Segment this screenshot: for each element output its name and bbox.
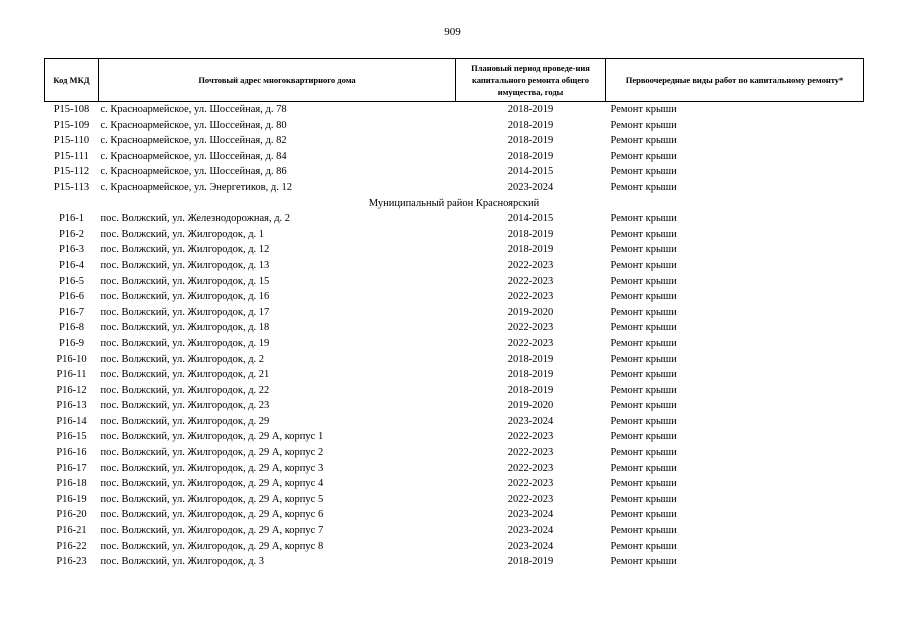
cell-work: Ремонт крыши bbox=[610, 181, 677, 193]
cell-address: пос. Волжский, ул. Жилгородок, д. 23 bbox=[100, 400, 270, 412]
table-row bbox=[45, 492, 864, 508]
cell-address: пос. Волжский, ул. Жилгородок, д. 29 А, корпус 7 bbox=[100, 525, 324, 537]
cell-work: Ремонт крыши bbox=[610, 150, 677, 162]
cell-address: пос. Волжский, ул. Жилгородок, д. 13 bbox=[100, 259, 270, 271]
cell-work: Ремонт крыши bbox=[610, 447, 677, 459]
cell-address: пос. Волжский, ул. Жилгородок, д. 2 bbox=[100, 353, 265, 365]
cell-code: Р15-110 bbox=[53, 135, 90, 147]
cell-work: Ремонт крыши bbox=[610, 556, 677, 568]
header-code: Код МКД bbox=[45, 59, 99, 102]
cell-period: 2018-2019 bbox=[507, 556, 554, 568]
cell-work: Ремонт крыши bbox=[610, 306, 677, 318]
cell-work: Ремонт крыши bbox=[610, 213, 677, 225]
table-row bbox=[45, 211, 864, 227]
cell-code: Р16-7 bbox=[58, 306, 85, 318]
table-row bbox=[45, 429, 864, 445]
cell-address: пос. Волжский, ул. Жилгородок, д. 22 bbox=[100, 384, 270, 396]
table-row bbox=[45, 289, 864, 305]
table-row bbox=[45, 367, 864, 383]
cell-code: Р16-23 bbox=[56, 556, 87, 568]
table-row bbox=[45, 352, 864, 368]
table-row bbox=[45, 305, 864, 321]
table-row bbox=[45, 445, 864, 461]
section-group bbox=[45, 196, 864, 212]
cell-address: пос. Волжский, ул. Жилгородок, д. 18 bbox=[100, 322, 270, 334]
cell-code: Р16-22 bbox=[56, 540, 87, 552]
table-row bbox=[45, 258, 864, 274]
cell-work: Ремонт крыши bbox=[610, 493, 677, 505]
cell-code: Р16-21 bbox=[56, 525, 87, 537]
header-works: Первоочередные виды работ по капитальному ремонту* bbox=[606, 59, 864, 102]
table-row bbox=[45, 227, 864, 243]
cell-work: Ремонт крыши bbox=[610, 291, 677, 303]
cell-code: Р16-13 bbox=[56, 400, 87, 412]
cell-code: Р16-5 bbox=[58, 275, 85, 287]
table-row bbox=[45, 118, 864, 134]
cell-code: Р16-14 bbox=[56, 415, 87, 427]
cell-period: 2023-2024 bbox=[507, 415, 554, 427]
cell-period: 2022-2023 bbox=[507, 447, 554, 459]
cell-period: 2022-2023 bbox=[507, 493, 554, 505]
cell-period: 2018-2019 bbox=[507, 150, 554, 162]
cell-period: 2023-2024 bbox=[507, 509, 554, 521]
cell-period: 2018-2019 bbox=[507, 369, 554, 381]
cell-period: 2018-2019 bbox=[507, 119, 554, 131]
cell-code: Р16-1 bbox=[58, 213, 85, 225]
cell-code: Р16-6 bbox=[58, 291, 85, 303]
cell-work: Ремонт крыши bbox=[610, 525, 677, 537]
cell-work: Ремонт крыши bbox=[610, 322, 677, 334]
header-period: Плановый период проведе-ния капитального ремонта общего имущества, годы bbox=[456, 59, 606, 102]
table-row bbox=[45, 336, 864, 352]
cell-code: Р16-10 bbox=[56, 353, 87, 365]
table-row bbox=[45, 383, 864, 399]
table-row bbox=[45, 398, 864, 414]
cell-period: 2022-2023 bbox=[507, 259, 554, 271]
table-row bbox=[45, 180, 864, 196]
cell-period: 2018-2019 bbox=[507, 244, 554, 256]
table-body-a bbox=[45, 102, 864, 196]
table-row bbox=[45, 164, 864, 180]
cell-address: пос. Волжский, ул. Жилгородок, д. 29 А, корпус 3 bbox=[100, 462, 324, 474]
cell-work: Ремонт крыши bbox=[610, 166, 677, 178]
cell-address: пос. Волжский, ул. Жилгородок, д. 29 А, корпус 2 bbox=[100, 447, 324, 459]
cell-period: 2019-2020 bbox=[507, 400, 554, 412]
cell-code: Р16-19 bbox=[56, 493, 87, 505]
table-row bbox=[45, 149, 864, 165]
cell-period: 2022-2023 bbox=[507, 275, 554, 287]
cell-address: с. Красноармейское, ул. Шоссейная, д. 84 bbox=[100, 150, 287, 162]
cell-code: Р16-8 bbox=[58, 322, 85, 334]
cell-address: пос. Волжский, ул. Жилгородок, д. 21 bbox=[100, 369, 270, 381]
cell-work: Ремонт крыши bbox=[610, 259, 677, 271]
cell-code: Р16-11 bbox=[56, 369, 87, 381]
cell-code: Р16-3 bbox=[58, 244, 85, 256]
cell-address: пос. Волжский, ул. Жилгородок, д. 17 bbox=[100, 306, 270, 318]
cell-code: Р15-109 bbox=[53, 119, 90, 131]
cell-work: Ремонт крыши bbox=[610, 104, 677, 115]
cell-period: 2022-2023 bbox=[507, 291, 554, 303]
cell-work: Ремонт крыши bbox=[610, 540, 677, 552]
cell-period: 2023-2024 bbox=[507, 181, 554, 193]
cell-period: 2023-2024 bbox=[507, 540, 554, 552]
cell-work: Ремонт крыши bbox=[610, 415, 677, 427]
cell-work: Ремонт крыши bbox=[610, 228, 677, 240]
cell-code: Р16-18 bbox=[56, 478, 87, 490]
cell-work: Ремонт крыши bbox=[610, 509, 677, 521]
cell-code: Р16-9 bbox=[58, 337, 85, 349]
cell-work: Ремонт крыши bbox=[610, 400, 677, 412]
cell-period: 2022-2023 bbox=[507, 462, 554, 474]
cell-code: Р16-2 bbox=[58, 228, 85, 240]
cell-address: пос. Волжский, ул. Жилгородок, д. 19 bbox=[100, 337, 270, 349]
table-body-b bbox=[45, 211, 864, 570]
capital-repair-table bbox=[44, 58, 864, 570]
cell-code: Р16-16 bbox=[56, 447, 87, 459]
cell-address: с. Красноармейское, ул. Энергетиков, д. 12 bbox=[100, 181, 292, 193]
section-title: Муниципальный район Красноярский bbox=[368, 197, 540, 209]
cell-code: Р16-17 bbox=[56, 462, 87, 474]
table-row bbox=[45, 523, 864, 539]
cell-address: пос. Волжский, ул. Железнодорожная, д. 2 bbox=[100, 213, 291, 225]
cell-address: с. Красноармейское, ул. Шоссейная, д. 86 bbox=[100, 166, 287, 178]
table-row bbox=[45, 461, 864, 477]
cell-address: пос. Волжский, ул. Жилгородок, д. 29 А, корпус 6 bbox=[100, 509, 324, 521]
cell-period: 2018-2019 bbox=[507, 384, 554, 396]
cell-period: 2014-2015 bbox=[507, 166, 554, 178]
cell-address: пос. Волжский, ул. Жилгородок, д. 12 bbox=[100, 244, 270, 256]
cell-period: 2014-2015 bbox=[507, 213, 554, 225]
cell-code: Р16-4 bbox=[58, 259, 85, 271]
cell-period: 2018-2019 bbox=[507, 353, 554, 365]
cell-address: с. Красноармейское, ул. Шоссейная, д. 78 bbox=[100, 104, 287, 115]
cell-address: пос. Волжский, ул. Жилгородок, д. 3 bbox=[100, 556, 265, 568]
table-row bbox=[45, 539, 864, 555]
cell-address: с. Красноармейское, ул. Шоссейная, д. 80 bbox=[100, 119, 287, 131]
cell-period: 2022-2023 bbox=[507, 322, 554, 334]
cell-address: пос. Волжский, ул. Жилгородок, д. 29 А, корпус 4 bbox=[100, 478, 324, 490]
cell-code: Р15-108 bbox=[53, 104, 90, 115]
cell-work: Ремонт крыши bbox=[610, 244, 677, 256]
cell-code: Р15-111 bbox=[54, 150, 89, 162]
cell-address: пос. Волжский, ул. Жилгородок, д. 29 А, корпус 1 bbox=[100, 431, 324, 443]
table-row bbox=[45, 476, 864, 492]
cell-address: пос. Волжский, ул. Жилгородок, д. 16 bbox=[100, 291, 270, 303]
cell-work: Ремонт крыши bbox=[610, 337, 677, 349]
section-row bbox=[45, 196, 864, 212]
table-row bbox=[45, 133, 864, 149]
cell-period: 2022-2023 bbox=[507, 337, 554, 349]
cell-work: Ремонт крыши bbox=[610, 119, 677, 131]
cell-period: 2022-2023 bbox=[507, 431, 554, 443]
cell-code: Р16-15 bbox=[56, 431, 87, 443]
cell-code: Р15-112 bbox=[53, 166, 90, 178]
cell-work: Ремонт крыши bbox=[610, 384, 677, 396]
cell-address: пос. Волжский, ул. Жилгородок, д. 29 А, корпус 5 bbox=[100, 493, 324, 505]
cell-address: пос. Волжский, ул. Жилгородок, д. 29 bbox=[100, 415, 270, 427]
table-row bbox=[45, 554, 864, 570]
table-row bbox=[45, 274, 864, 290]
cell-work: Ремонт крыши bbox=[610, 353, 677, 365]
cell-period: 2023-2024 bbox=[507, 525, 554, 537]
cell-period: 2018-2019 bbox=[507, 104, 554, 115]
cell-code: Р16-12 bbox=[56, 384, 87, 396]
cell-address: с. Красноармейское, ул. Шоссейная, д. 82 bbox=[100, 135, 287, 147]
cell-work: Ремонт крыши bbox=[610, 431, 677, 443]
table-row bbox=[45, 102, 864, 118]
cell-address: пос. Волжский, ул. Жилгородок, д. 15 bbox=[100, 275, 270, 287]
page-number: 909 bbox=[444, 26, 461, 38]
cell-code: Р15-113 bbox=[53, 181, 90, 193]
cell-period: 2018-2019 bbox=[507, 135, 554, 147]
table-row bbox=[45, 507, 864, 523]
cell-code: Р16-20 bbox=[56, 509, 87, 521]
cell-period: 2019-2020 bbox=[507, 306, 554, 318]
cell-period: 2022-2023 bbox=[507, 478, 554, 490]
table-row bbox=[45, 320, 864, 336]
table-row bbox=[45, 242, 864, 258]
cell-work: Ремонт крыши bbox=[610, 462, 677, 474]
cell-address: пос. Волжский, ул. Жилгородок, д. 29 А, корпус 8 bbox=[100, 540, 324, 552]
table-header bbox=[45, 59, 864, 102]
cell-address: пос. Волжский, ул. Жилгородок, д. 1 bbox=[100, 228, 265, 240]
cell-work: Ремонт крыши bbox=[610, 135, 677, 147]
cell-period: 2018-2019 bbox=[507, 228, 554, 240]
cell-work: Ремонт крыши bbox=[610, 275, 677, 287]
header-address: Почтовый адрес многоквартирного дома bbox=[99, 59, 456, 102]
table-row bbox=[45, 414, 864, 430]
cell-work: Ремонт крыши bbox=[610, 478, 677, 490]
cell-work: Ремонт крыши bbox=[610, 369, 677, 381]
